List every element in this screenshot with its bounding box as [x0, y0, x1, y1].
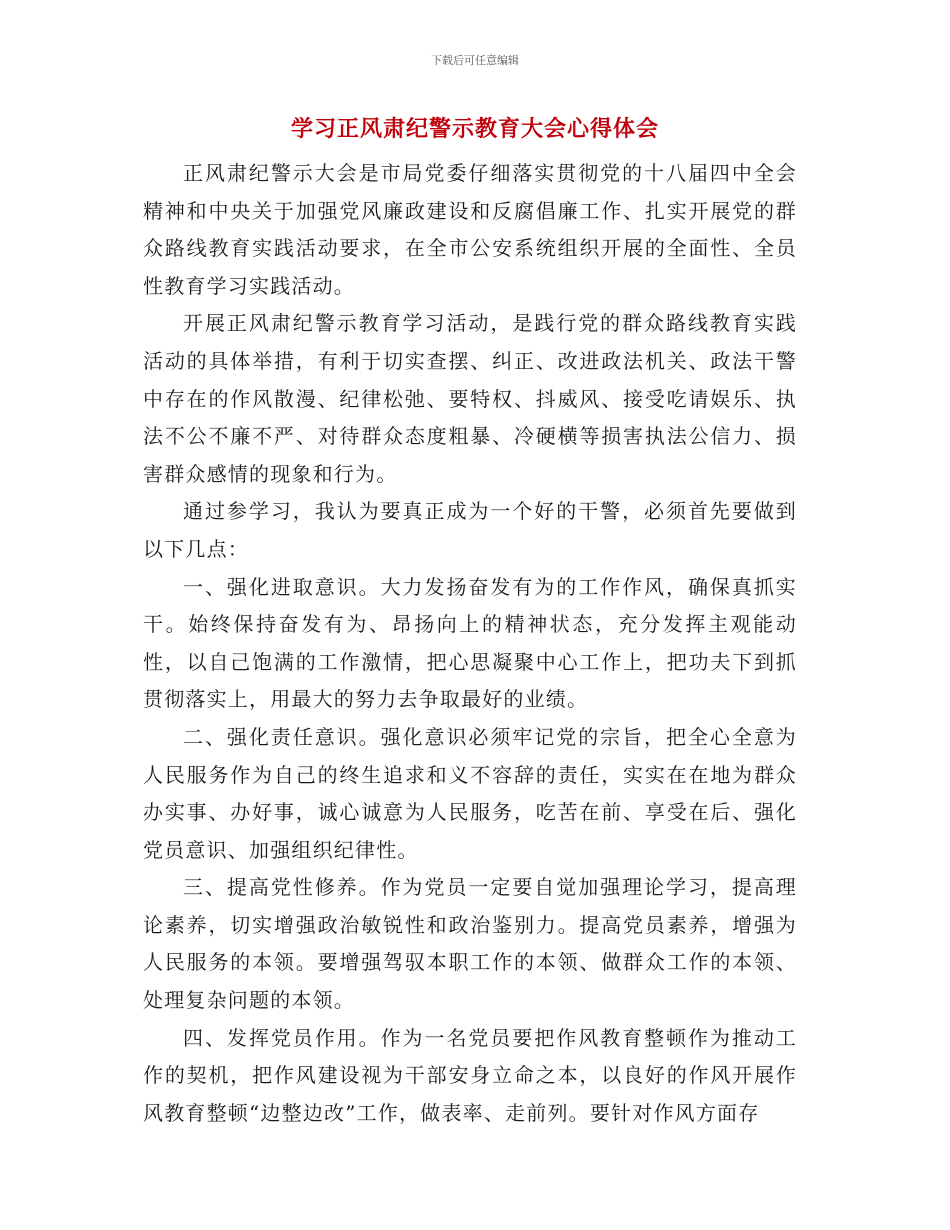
- paragraph-point-2: 二、强化责任意识。强化意识必须牢记党的宗旨，把全心全意为人民服务作为自己的终生追求和义不容辞的责任，实实在在地为群众办实事、办好事，诚心诚意为人民服务，吃苦在前、享受在后、强化党员意识、加强组织纪律性。: [143, 724, 797, 862]
- paragraph-point-4: 四、发挥党员作用。作为一名党员要把作风教育整顿作为推动工作的契机，把作风建设视为干部安身立命之本，以良好的作风开展作风教育整顿“边整边改”工作，做表率、走前列。要针对作风方面存: [143, 1025, 797, 1125]
- paragraph-point-1: 一、强化进取意识。大力发扬奋发有为的工作作风，确保真抓实干。始终保持奋发有为、昂扬向上的精神状态，充分发挥主观能动性，以自己饱满的工作激情，把心思凝聚中心工作上，把功夫下到抓贯彻落实上，用最大的努力去争取最好的业绩。: [143, 574, 797, 712]
- header-note: 下载后可任意编辑: [431, 54, 519, 67]
- paragraph-lead-in: 通过参学习，我认为要真正成为一个好的干警，必须首先要做到以下几点：: [143, 499, 797, 561]
- document-title: 学习正风肃纪警示教育大会心得体会: [290, 117, 659, 142]
- paragraph-point-3: 三、提高党性修养。作为党员一定要自觉加强理论学习，提高理论素养，切实增强政治敏锐性和政治鉴别力。提高党员素养，增强为人民服务的本领。要增强驾驭本职工作的本领、做群众工作的本领、处理复杂问题的本领。: [143, 875, 797, 1013]
- document-body: [143, 155, 797, 1132]
- paragraph-intro: 正风肃纪警示大会是市局党委仔细落实贯彻党的十八届四中全会精神和中央关于加强党风廉政建设和反腐倡廉工作、扎实开展党的群众路线教育实践活动要求，在全市公安系统组织开展的全面性、全员性教育学习实践活动。: [143, 161, 797, 298]
- paragraph-purpose: 开展正风肃纪警示教育学习活动，是践行党的群众路线教育实践活动的具体举措，有利于切实查摆、纠正、改进政法机关、政法干警中存在的作风散漫、纪律松弛、要特权、抖威风、接受吃请娱乐、执法不公不廉不严、对待群众态度粗暴、冷硬横等损害执法公信力、损害群众感情的现象和行为。: [143, 311, 797, 486]
